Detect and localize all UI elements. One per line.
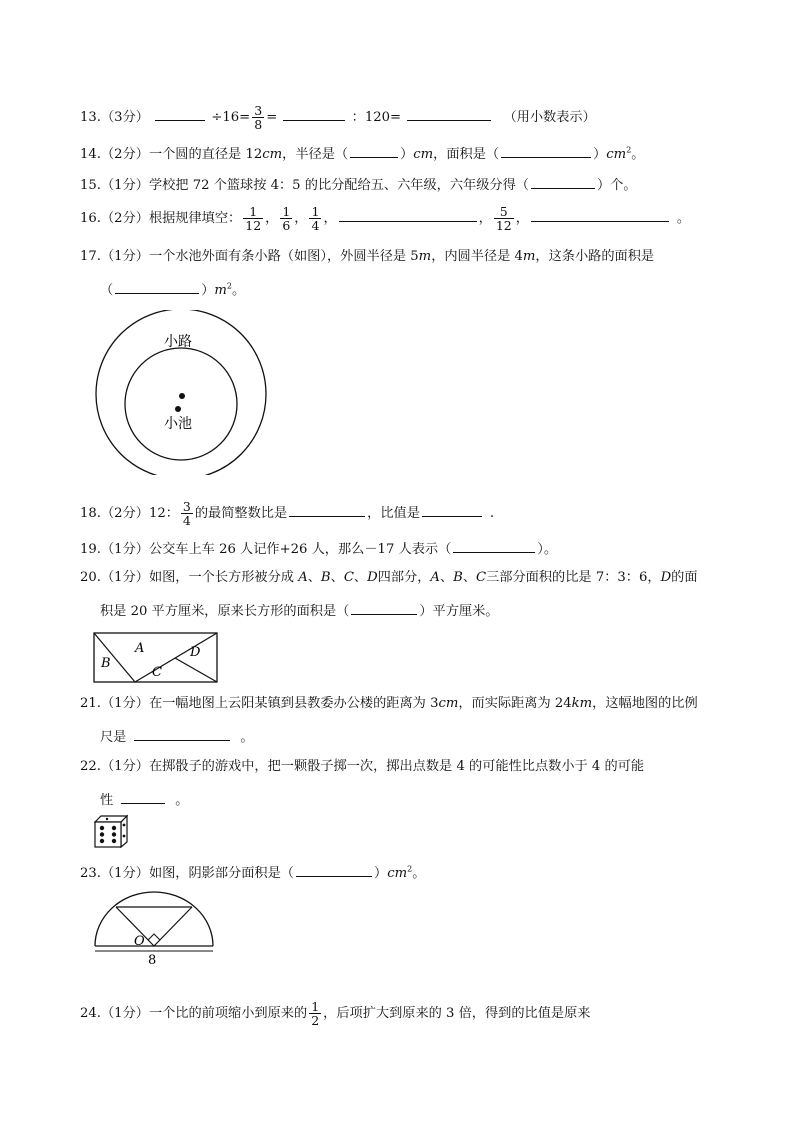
path-label: 小路 [164, 334, 192, 350]
concentric-circles-figure [90, 310, 280, 475]
question-24: 24.（1分）一个比的前项缩小到原来的 $\frac{1}{2}$ ，后项扩大到原来的 3 倍，得到的比值是原来 [80, 999, 591, 1028]
dice-icon [94, 814, 128, 848]
pool-label: 小池 [164, 416, 192, 432]
answer-blank[interactable] [339, 207, 477, 222]
answer-blank[interactable] [407, 106, 491, 121]
answer-blank[interactable] [155, 106, 205, 121]
question-number: 22.（1分） [80, 759, 149, 774]
question-number: 14.（2分） [80, 147, 149, 162]
answer-blank[interactable] [501, 143, 591, 158]
answer-blank[interactable] [453, 538, 535, 553]
question-number: 18.（2分） [80, 506, 149, 521]
center-label-o: O [134, 934, 145, 949]
question-15: 15.（1分）学校把 72 个篮球按 4：5 的比分配给五、六年级，六年级分得（ ）个。 [80, 174, 637, 195]
question-number: 24.（1分） [80, 1006, 149, 1021]
region-label-c: C [152, 665, 162, 680]
question-22-line-2: 性 。 [100, 789, 188, 810]
diagonal-line [175, 658, 217, 682]
question-20-line-2: 积是 20 平方厘米，原来长方形的面积是（ ）平方厘米。 [100, 600, 498, 621]
answer-blank[interactable] [531, 207, 669, 222]
answer-blank[interactable] [296, 862, 372, 877]
question-number: 19.（1分） [80, 542, 149, 557]
semicircle-arc [95, 892, 213, 946]
question-21: 21.（1分）在一幅地图上云阳某镇到县教委办公楼的距离为 3cm，而实际距离为 24km，这幅地图的比例 [80, 696, 698, 711]
right-angle-mark [148, 934, 160, 940]
question-19: 19.（1分）公交车上车 26 人记作+26 人，那么－17 人表示（ ）。 [80, 538, 557, 559]
fraction: $\frac{1}{4}$ [311, 204, 320, 233]
region-label-d: D [190, 645, 201, 660]
question-13: 13.（3分） ÷16= $\frac{3}{8}$ = ：120= （用小数表示） [80, 103, 596, 132]
question-17: 17.（1分）一个水池外面有条小路（如图），外圆半径是 5m，内圆半径是 4m，这条小路的面积是 [80, 249, 655, 264]
fraction: $\frac{1}{2}$ [311, 999, 320, 1028]
dimension-label: 8 [148, 953, 157, 966]
fraction: $\frac{3}{8}$ [254, 103, 263, 132]
question-18: 18.（2分）12： $\frac{3}{4}$ 的最简整数比是 ，比值是 . [80, 499, 495, 528]
question-number: 23.（1分） [80, 866, 149, 881]
question-number: 13.（3分） [80, 110, 149, 125]
region-label-a: A [135, 641, 145, 656]
question-number: 15.（1分） [80, 178, 149, 193]
question-16: 16.（2分）根据规律填空： $\frac{1}{12}$ ， $\frac{1}{6}$ ， $\frac{1}{4}$ ， ， $\frac{5}{12}$ ， 。 [80, 204, 691, 233]
question-number: 16.（2分） [80, 211, 149, 226]
region-label-b: B [101, 656, 111, 671]
answer-blank[interactable] [351, 600, 417, 615]
question-22: 22.（1分）在掷骰子的游戏中，把一颗骰子掷一次，掷出点数是 4 的可能性比点数小于 4 的可能 [80, 759, 645, 774]
question-number: 21.（1分） [80, 696, 149, 711]
fraction: $\frac{3}{4}$ [182, 499, 191, 528]
rectangle-partition-figure [93, 632, 219, 684]
center-dot [179, 393, 185, 399]
answer-blank[interactable] [115, 279, 199, 294]
question-17-line-2: （ ）$m^2$。 [100, 279, 245, 300]
answer-blank[interactable] [283, 106, 345, 121]
answer-blank[interactable] [289, 502, 365, 517]
question-number: 20.（1分） [80, 570, 149, 585]
answer-blank[interactable] [350, 143, 398, 158]
question-23: 23.（1分）如图，阴影部分面积是（ ）$cm^2$。 [80, 862, 425, 883]
fraction: $\frac{1}{12}$ [245, 204, 262, 233]
answer-blank[interactable] [531, 174, 595, 189]
semicircle-figure [90, 888, 218, 966]
answer-blank[interactable] [422, 502, 482, 517]
answer-blank[interactable] [121, 789, 165, 804]
answer-blank[interactable] [134, 726, 230, 741]
center-dot [175, 406, 181, 412]
question-number: 17.（1分） [80, 249, 149, 264]
inner-circle [125, 348, 237, 460]
fraction: $\frac{1}{6}$ [282, 204, 291, 233]
question-14: 14.（2分）一个圆的直径是 12cm，半径是（ ）cm，面积是（ ）$cm^2$。 [80, 143, 644, 164]
question-20: 20.（1分）如图，一个长方形被分成 A、B、C、D四部分，A、B、C三部分面积的比是 7：3：6，D的面 [80, 570, 698, 585]
fraction: $\frac{5}{12}$ [495, 204, 512, 233]
question-21-line-2: 尺是 。 [100, 726, 254, 747]
